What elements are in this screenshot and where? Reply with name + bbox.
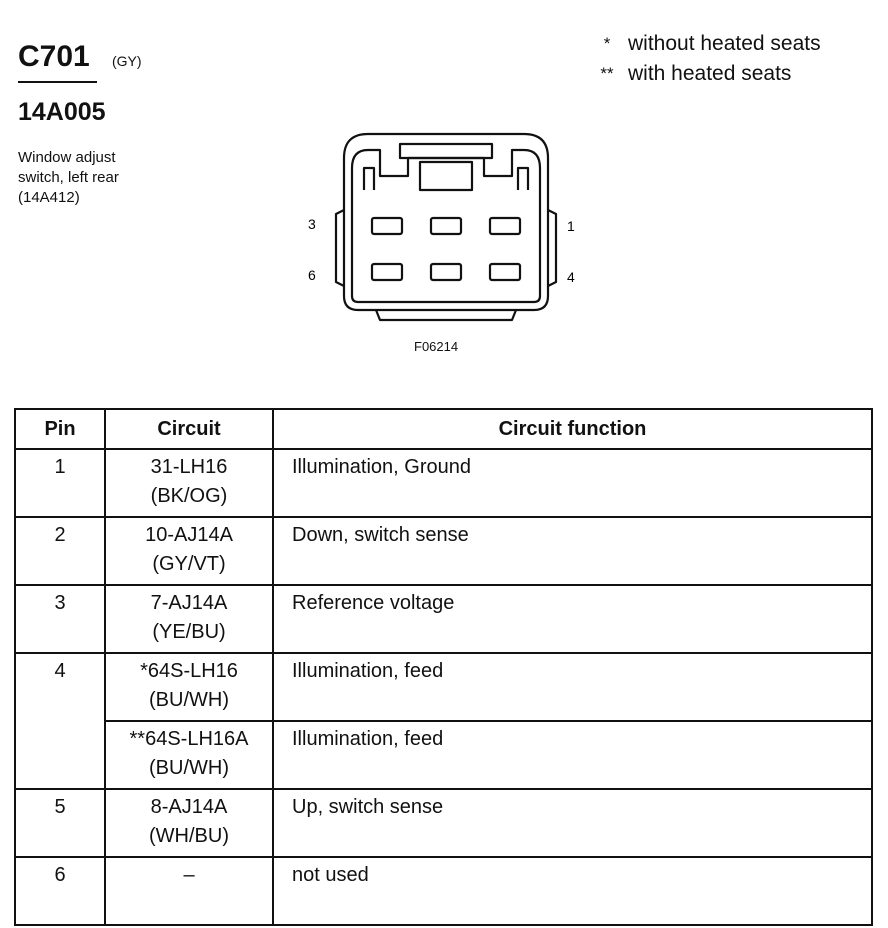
- circuit-cell: [105, 585, 273, 653]
- legend-entry: [586, 59, 821, 89]
- pin-cavity-3: [372, 218, 402, 234]
- function-cell: Illumination, feed: [273, 721, 872, 789]
- circuit-id: 10-AJ14A: [145, 524, 233, 546]
- connector-description: [18, 148, 119, 208]
- figure-id: F06214: [414, 339, 459, 354]
- table-row: [15, 517, 872, 585]
- pin-label-4: 4: [567, 269, 575, 285]
- table-row: [15, 449, 872, 517]
- circuit-cell: [105, 653, 273, 721]
- connector-id: C701: [18, 40, 90, 73]
- wire-color: (YE/BU): [152, 621, 226, 643]
- pin-cell: 6: [15, 857, 105, 925]
- function-cell: Reference voltage: [273, 585, 872, 653]
- function-cell: not used: [273, 857, 872, 925]
- function-cell: Up, switch sense: [273, 789, 872, 857]
- circuit-cell: [105, 517, 273, 585]
- wire-color: (BU/WH): [149, 689, 229, 711]
- circuit-id: –: [183, 864, 195, 886]
- part-number: 14A005: [18, 98, 106, 126]
- header-circuit: Circuit: [105, 409, 273, 449]
- connector-housing: [344, 134, 548, 310]
- right-latch: [518, 168, 528, 190]
- pin-cavity-2: [431, 218, 461, 234]
- top-key: [400, 144, 492, 158]
- pin-cavity-4: [490, 264, 520, 280]
- pin-cell: 3: [15, 585, 105, 653]
- left-latch: [364, 168, 374, 190]
- connector-color-code: (GY): [112, 53, 142, 69]
- connector-face-diagram: [296, 128, 596, 328]
- table-row: [15, 721, 872, 789]
- function-cell: Illumination, feed: [273, 653, 872, 721]
- table-row: [15, 585, 872, 653]
- pin-cavity-6: [372, 264, 402, 280]
- legend-symbol: *: [603, 34, 611, 53]
- function-cell: Illumination, Ground: [273, 449, 872, 517]
- pin-cell: 1: [15, 449, 105, 517]
- legend-symbol: **: [600, 64, 614, 83]
- circuit-id: *64S-LH16: [140, 660, 238, 682]
- bottom-lip: [376, 310, 516, 320]
- table-row: [15, 653, 872, 721]
- legend: [586, 29, 821, 89]
- pinout-table: [14, 408, 873, 926]
- header-pin: Pin: [15, 409, 105, 449]
- legend-text: without heated seats: [628, 32, 821, 55]
- circuit-id: **64S-LH16A: [129, 728, 249, 750]
- header-circuit-function: Circuit function: [273, 409, 872, 449]
- wire-color: (BK/OG): [150, 485, 228, 507]
- left-side-rib: [336, 210, 344, 286]
- table-header-row: [15, 409, 872, 449]
- circuit-id: 8-AJ14A: [150, 796, 228, 818]
- pin-cavity-1: [490, 218, 520, 234]
- wire-color: (WH/BU): [149, 825, 229, 847]
- circuit-cell: [105, 857, 273, 925]
- legend-text: with heated seats: [628, 62, 792, 85]
- pin-label-6: 6: [308, 267, 316, 283]
- circuit-cell: [105, 721, 273, 789]
- right-side-rib: [548, 210, 556, 286]
- circuit-cell: [105, 789, 273, 857]
- center-key: [420, 162, 472, 190]
- description-line: (14A412): [18, 189, 80, 206]
- pin-cell: 4: [15, 653, 105, 789]
- pin-cavity-5: [431, 264, 461, 280]
- table-row: [15, 857, 872, 925]
- description-line: Window adjust: [18, 149, 116, 166]
- wire-color: (GY/VT): [152, 553, 226, 575]
- circuit-id: 31-LH16: [150, 456, 228, 478]
- legend-entry: [586, 29, 821, 59]
- circuit-cell: [105, 449, 273, 517]
- pin-label-3: 3: [308, 216, 316, 232]
- description-line: switch, left rear: [18, 169, 119, 186]
- pin-cell: 5: [15, 789, 105, 857]
- wire-color: (BU/WH): [149, 757, 229, 779]
- function-cell: Down, switch sense: [273, 517, 872, 585]
- connector-id-underline: [18, 81, 97, 83]
- pin-cell: 2: [15, 517, 105, 585]
- table-row: [15, 789, 872, 857]
- circuit-id: 7-AJ14A: [150, 592, 228, 614]
- pin-label-1: 1: [567, 218, 575, 234]
